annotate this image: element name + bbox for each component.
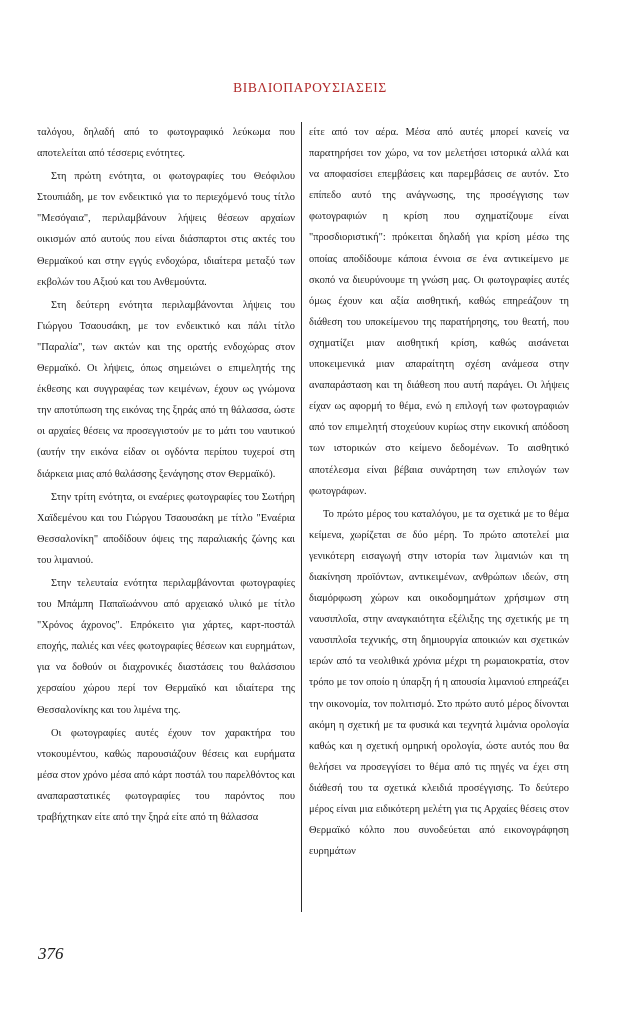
paragraph: Το πρώτο μέρος του καταλόγου, με τα σχετικά με το θέμα κείμενα, χωρίζεται σε δύο μέρη. Το πρώτο αποτελεί μια γενικότερη εισαγωγή στην ιστορία των λιμανιών και τη διακίνηση προϊόντων, αντικειμένων, ανθρώπων ιδεών, στη διαμόρφωση χώρων και οικοδομημάτων χρήσιμων στη ναυσιπλοΐα, στην αναγκαιότητα εξέλιξης της σχετικής με τη ναυσιπλοΐα τεχνικής, στη δημιουργία αποικιών και σχετικών ιερών από τα νεολιθικά χρόνια μέχρι τη ρωμαιοκρατία, στον τρόπο με τον οποίο η ύπαρξη ή η απουσία λιμανιού επηρεάζει την οικονομία, τον πολιτισμό. Στο πρώτο αυτό μέρος δίνονται ακόμη η σχετική με τα φυσικά και τεχνητά λιμάνια ορολογία καθώς και η σχετική ομηρική ορολογία, ώστε αυτός που θα θελήσει να προσεγγίσει το θέμα από τις πηγές να έχει στη διάθεσή του τα σχετικά κλειδιά προσέγγισης. Το δεύτερο μέρος είναι μια ειδικότερη μελέτη για τις Αρχαίες θέσεις στον Θερμαϊκό κόλπο που συνοδεύεται από εικονογράφηση ευρημάτων: [309, 508, 569, 858]
left-column: [37, 122, 295, 828]
paragraph: Στη πρώτη ενότητα, οι φωτογραφίες του Θεόφιλου Στουπιάδη, με τον ενδεικτικό για το περιεχόμενό τους τίτλο "Μεσόγαια", περιλαμβάνουν λήψεις θέσεων αρχαίων οικισμών από αυτούς που είναι διάσπαρτοι στις ακτές του Θερμαϊκού και στην εγγύς ενδοχώρα, ιδιαίτερα μεταξύ των εκβολών του Αξιού και του Ανθεμούντα.: [37, 171, 295, 288]
paragraph: Στην τρίτη ενότητα, οι εναέριες φωτογραφίες του Σωτήρη Χαϊδεμένου και του Γιώργου Τσαουσάκη με τίτλο "Εναέρια Θεσσαλονίκη" αποδίδουν όψεις της παραλιακής ζώνης και του λιμανιού.: [37, 491, 295, 566]
page-number: 376: [38, 944, 64, 963]
paragraph: Στη δεύτερη ενότητα περιλαμβάνονται λήψεις του Γιώργου Τσαουσάκη, με τον ενδεικτικό και πάλι τίτλο "Παραλία", των ακτών και της ορατής ενδοχώρας στον Θερμαϊκό. Οι λήψεις, όπως σημειώνει ο επιμελητής της έκθεσης και συγγραφέας των κειμένων, έχουν ως γνώμονα την αποτύπωση της εικόνας της ξηράς από τη θάλασσα, ώστε οι αρχαίες θέσεις να προσεγγιστούν με το μάτι του ναυτικού (αυτήν την εικόνα είδαν οι ογδόντα περίπου τυχεροί στη διάρκεια μιας από θαλάσσης ξενάγησης στον Θερμαϊκό).: [37, 299, 295, 480]
paragraph: ταλόγου, δηλαδή από το φωτογραφικό λεύκωμα που αποτελείται από τέσσερις ενότητες.: [37, 127, 295, 160]
paragraph: Οι φωτογραφίες αυτές έχουν τον χαρακτήρα του ντοκουμέντου, καθώς παρουσιάζουν θέσεις και ευρήματα μέσα στον χρόνο μέσα από κάρτ ποστάλ του παρελθόντος και αναπαραστατικές φωτογραφίες του παρόντος που τραβήχτηκαν είτε από την ξηρά είτε από τη θάλασσα: [37, 727, 295, 823]
right-column: [309, 122, 569, 862]
column-divider: [301, 122, 302, 912]
paragraph: είτε από τον αέρα. Μέσα από αυτές μπορεί κανείς να παρατηρήσει τον χώρο, να τον μελετήσει ιστορικά αλλά και να αποφασίσει επεμβάσεις και παρεμβάσεις σε αυτόν. Στο επίπεδο αυτό της ανάγνωσης, της προσέγγισης των φωτογραφιών η κρίση που σχηματίζουμε είναι "προσδιοριστική": πρόκειται δηλαδή για κρίση μέσω της οποίας αποδίδουμε κάποια έννοια σε ένα αντικείμενο με σκοπό να διευρύνουμε τη γνώση μας. Οι φωτογραφίες αυτές όμως έχουν και αξία αισθητική, καθώς επηρεάζουν τη διάθεση του υποκείμενου της παρατήρησης, του θεατή, που σχηματίζει μιαν αισθητική κρίση, καθώς αισάνεται υποκειμενικά μιαν απαραίτητη σχέση ανάμεσα στην αναπαράσταση και τη διάθεση που αυτή παράγει. Οι λήψεις είχαν ως αφορμή το θέμα, ενώ η επιλογή των φωτογραφιών από τον επιμελητή στοχεύουν κυρίως στην εικονική απόδοση των ιστορικών στο κείμενο δεδομένων. Το αισθητικό αποτέλεσμα είναι βέβαια συνάρτηση των επιλογών των φωτογράφων.: [309, 127, 569, 497]
paragraph: Στην τελευταία ενότητα περιλαμβάνονται φωτογραφίες του Μπάμπη Παπαϊωάννου από αρχειακό υλικό με τίτλο "Χρόνος άχρονος". Επρόκειτο για χάρτες, καρτ-ποστάλ εποχής, παλιές και νέες φωτογραφίες θέσεων και ευρημάτων, για να δοθούν οι διαχρονικές διαστάσεις του θαλάσσιου χερσαίου χώρου περί τον Θερμαϊκό και ιδιαίτερα της Θεσσαλονίκης και του λιμένα της.: [37, 577, 295, 716]
running-header: ΒΙΒΛΙΟΠΑΡΟΥΣΙΑΣΕΙΣ: [233, 80, 387, 95]
